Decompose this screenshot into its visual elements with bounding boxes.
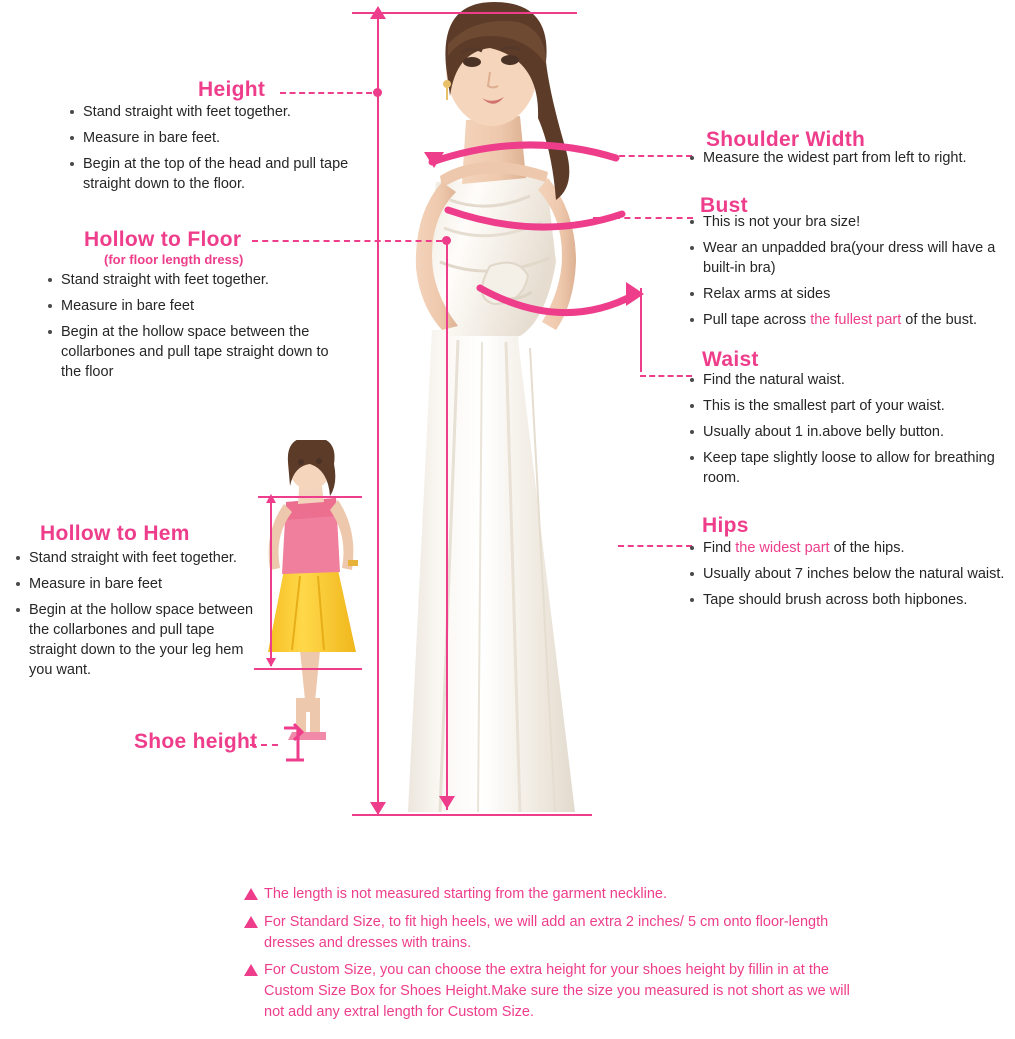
hips-text-after: of the hips. [829,540,905,556]
list-item: Usually about 1 in.above belly button. [688,422,1008,442]
list-item: Find the natural waist. [688,370,1008,390]
warning-triangle-icon [244,888,258,900]
shoulder-width-bullets [688,148,1008,174]
waist-leader-dash [640,375,692,377]
list-item-bust-fullest [688,310,1008,330]
shoulder-width-measure-line [420,134,630,174]
list-item: Begin at the hollow space between the collarbones and pull tape straight down to the floor [46,322,346,382]
height-vertical-line [377,14,379,814]
main-model-illustration [370,0,660,820]
shoulder-width-leader-dash [600,155,692,157]
bust-leader-dash [593,217,693,219]
note-3 [264,960,854,1023]
height-heading: Height [198,78,266,101]
hollow-to-floor-bullets [46,270,346,388]
hollow-to-hem-bullets [14,548,254,686]
note-1-text: The length is not measured starting from the garment neckline. [264,886,667,902]
list-item: Begin at the top of the head and pull tape straight down to the floor. [68,154,358,194]
list-item: Stand straight with feet together. [14,548,254,568]
height-leader-dash [280,92,372,94]
list-item-hips-widest [688,538,1008,558]
hips-heading: Hips [702,514,749,537]
warning-triangle-icon [244,916,258,928]
list-item: Measure in bare feet [14,574,254,594]
note-2-text: For Standard Size, to fit high heels, we will add an extra 2 inches/ 5 cm onto floor-length dresses and dresses with trains. [264,914,829,951]
height-anchor-dot [373,88,382,97]
list-item: Relax arms at sides [688,284,1008,304]
bust-text-after: of the bust. [901,312,978,328]
hips-leader-dash [618,545,692,547]
hollow-to-hem-heading: Hollow to Hem [40,522,190,545]
waist-bullets [688,370,1008,494]
shoe-height-heading: Shoe height [134,730,258,753]
hollow-to-hem-vertical-line [270,500,272,666]
note-1 [264,884,884,905]
list-item: Stand straight with feet together. [68,102,358,122]
list-item: Measure the widest part from left to right. [688,148,1008,168]
list-item: Keep tape slightly loose to allow for breathing room. [688,448,1008,488]
hollow-to-floor-arrow [439,796,455,809]
list-item: Measure in bare feet. [68,128,358,148]
hips-text-highlight: the widest part [735,540,830,556]
hollow-to-floor-subheading: (for floor length dress) [104,252,244,267]
hollow-to-floor-leader-dash [252,240,442,242]
hips-text-before: Find [703,540,736,556]
list-item: Stand straight with feet together. [46,270,346,290]
waist-connector-vertical [640,288,642,372]
warning-triangle-icon [244,964,258,976]
list-item: Begin at the hollow space between the collarbones and pull tape straight down to the your leg hem you want. [14,600,254,680]
hollow-to-hem-bottom-line [254,668,362,670]
shoe-height-bracket [278,722,318,768]
note-2 [264,912,864,954]
list-item: Tape should brush across both hipbones. [688,590,1008,610]
list-item: Wear an unpadded bra(your dress will have a built-in bra) [688,238,1008,278]
note-3-text: For Custom Size, you can choose the extra height for your shoes height by fillin in at the Custom Size Box for Shoes Height.Make sure the size you measured is not short as we will not add any extral length for Custom Size. [264,962,850,1020]
list-item: This is not your bra size! [688,212,1008,232]
bust-text-before: Pull tape across [703,312,811,328]
model-svg [370,0,660,820]
height-bullets [68,102,358,200]
list-item: Measure in bare feet [46,296,346,316]
height-bottom-line [352,814,592,816]
hollow-to-floor-heading: Hollow to Floor [84,228,242,251]
hips-bullets [688,538,1008,616]
bust-text-highlight: the fullest part [810,312,902,328]
bust-bullets [688,212,1008,336]
hollow-to-hem-top-arrow [266,494,276,503]
bust-heading: Bust [700,194,748,217]
list-item: This is the smallest part of your waist. [688,396,1008,416]
hollow-to-floor-vertical-line [446,240,448,810]
waist-measure-line [470,272,650,334]
shoulder-width-heading: Shoulder Width [706,128,866,151]
hollow-to-hem-bottom-arrow [266,658,276,667]
list-item: Usually about 7 inches below the natural waist. [688,564,1008,584]
waist-heading: Waist [702,348,759,371]
